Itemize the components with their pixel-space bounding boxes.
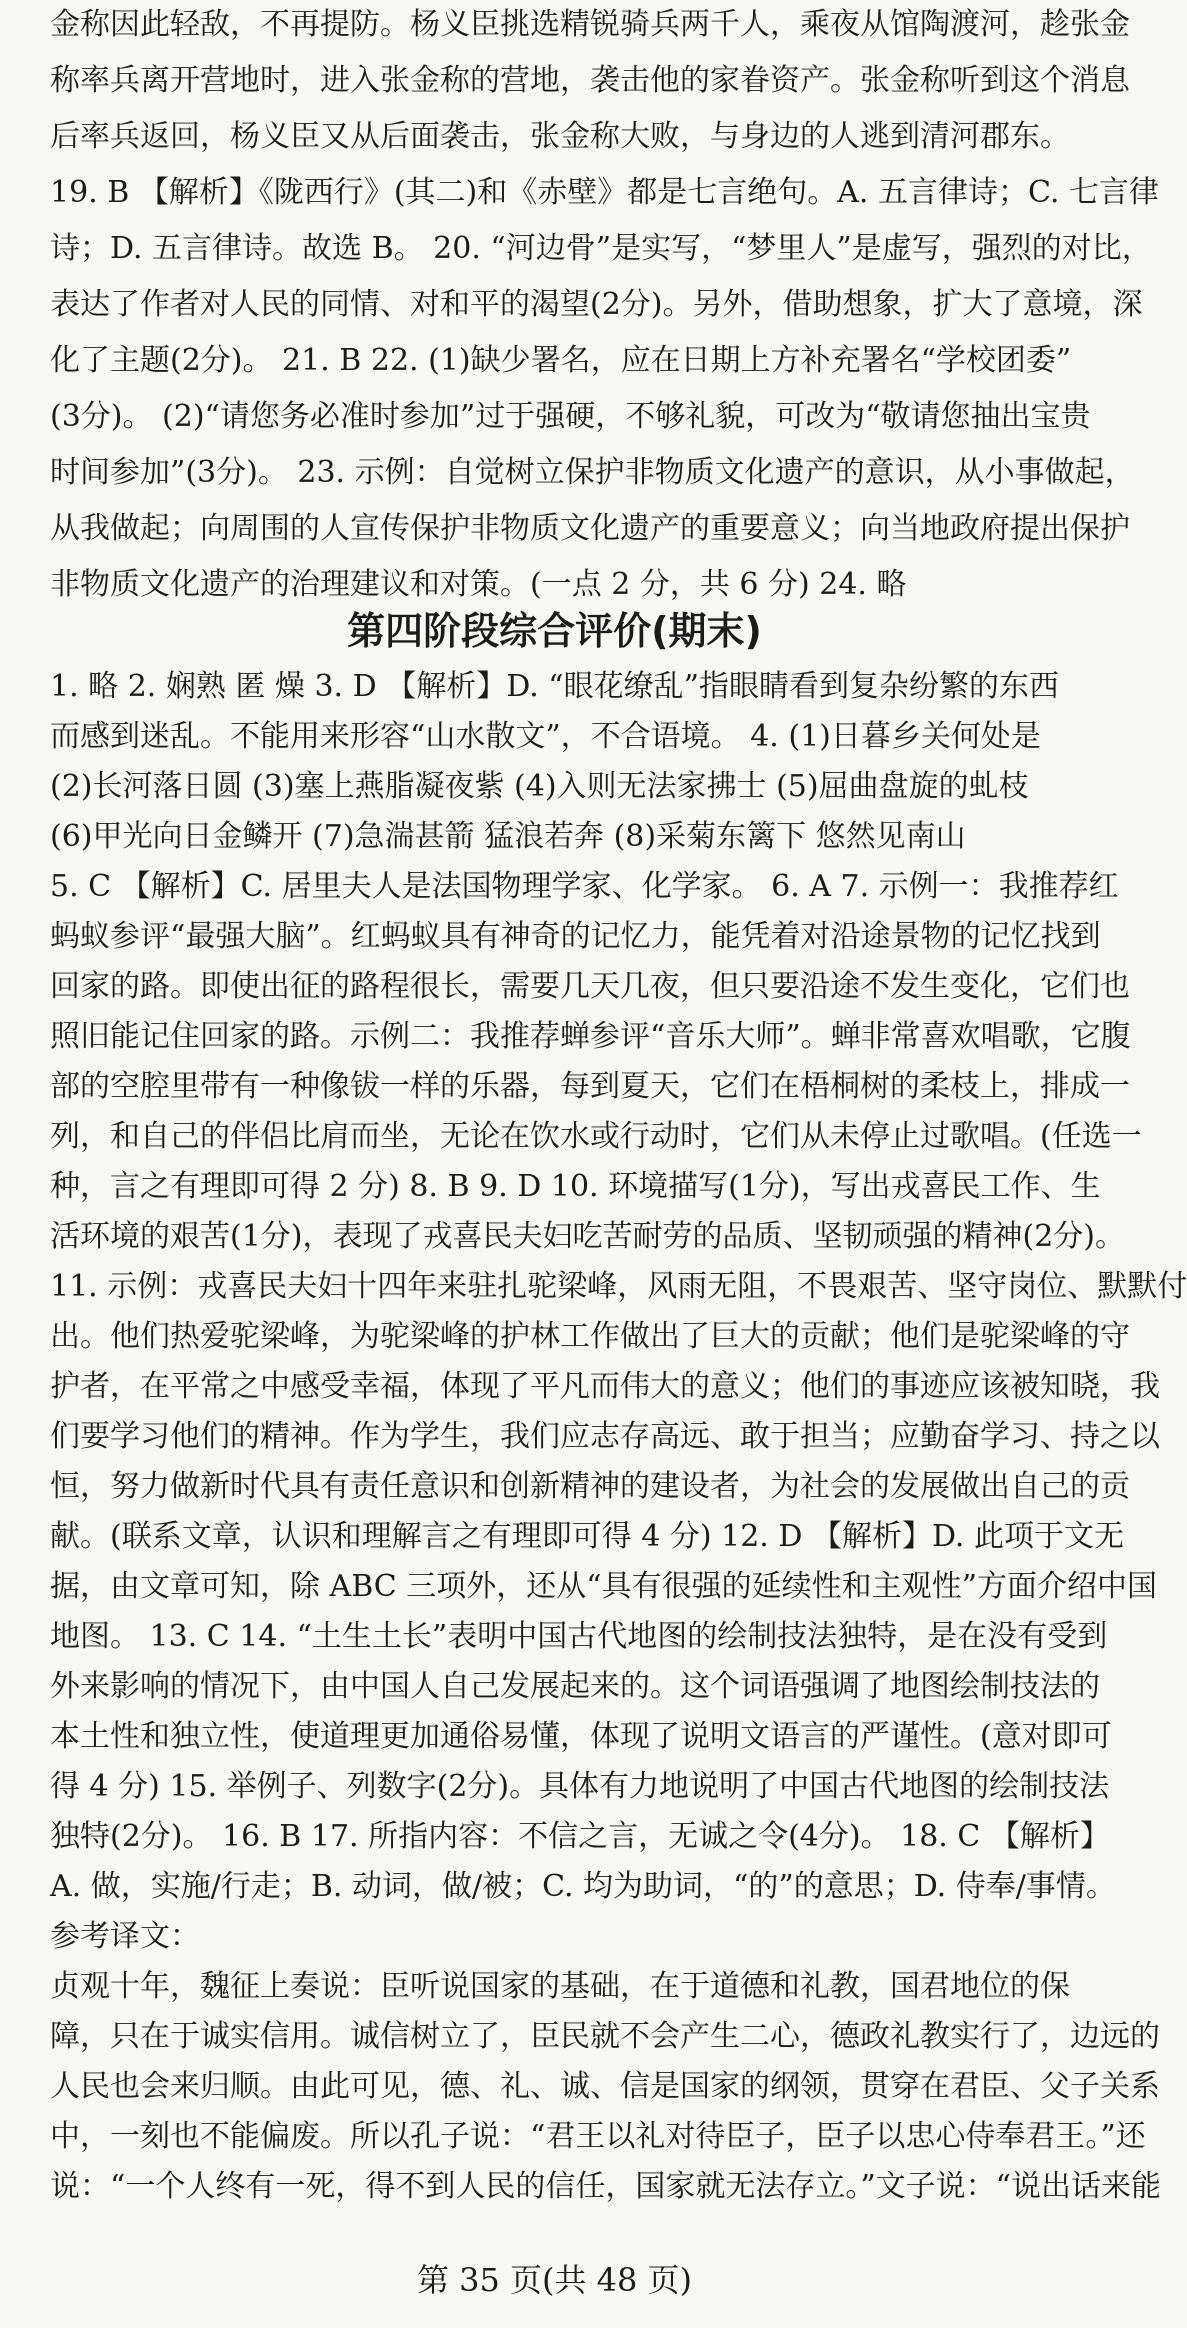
text-line: A. 做，实施/行走；B. 动词，做/被；C. 均为助词，“的”的意思；D. 侍奉/事情。 (50, 1869, 1116, 1904)
text-line: (2)长河落日圆 (3)塞上燕脂凝夜紫 (4)入则无法家拂士 (5)屈曲盘旋的虬枝 (50, 769, 1029, 804)
text-line: 地图。 13. C 14. “土生土长”表明中国古代地图的绘制技法独特，是在没有受到 (50, 1619, 1108, 1654)
text-line: 金称因此轻敌，不再提防。杨义臣挑选精锐骑兵两千人，乘夜从馆陶渡河，趁张金 (50, 7, 1130, 42)
text-line: 参考译文： (50, 1919, 200, 1954)
text-line: 表达了作者对人民的同情、对和平的渴望(2分)。另外，借助想象，扩大了意境，深 (50, 287, 1143, 322)
text-line: 得 4 分) 15. 举例子、列数字(2分)。具体有力地说明了中国古代地图的绘制技法 (50, 1769, 1110, 1804)
text-line: 部的空腔里带有一种像钹一样的乐器，每到夏天，它们在梧桐树的柔枝上，排成一 (50, 1069, 1130, 1104)
text-line: 照旧能记住回家的路。示例二：我推荐蝉参评“音乐大师”。蝉非常喜欢唱歌，它腹 (50, 1019, 1131, 1054)
text-line: 贞观十年，魏征上奏说：臣听说国家的基础，在于道德和礼教，国君地位的保 (50, 1969, 1070, 2004)
text-line: 们要学习他们的精神。作为学生，我们应志存高远、敢于担当；应勤奋学习、持之以 (50, 1419, 1160, 1454)
text-line: 出。他们热爱驼梁峰，为驼梁峰的护林工作做出了巨大的贡献；他们是驼梁峰的守 (50, 1319, 1130, 1354)
text-line: 说：“一个人终有一死，得不到人民的信任，国家就无法存立。”文子说：“说出话来能 (50, 2169, 1162, 2204)
text-line: 种，言之有理即可得 2 分) 8. B 9. D 10. 环境描写(1分)，写出戎喜民工作、生 (50, 1169, 1101, 1204)
text-line: 列，和自己的伴侣比肩而坐，无论在饮水或行动时，它们从未停止过歌唱。(任选一 (50, 1119, 1142, 1154)
text-line: 19. B 【解析】《陇西行》(其二)和《赤壁》都是七言绝句。A. 五言律诗；C. 七言律 (50, 175, 1159, 210)
text-line: 时间参加”(3分)。 23. 示例：自觉树立保护非物质文化遗产的意识，从小事做起， (50, 455, 1135, 490)
text-line: 11. 示例：戎喜民夫妇十四年来驻扎驼梁峰，风雨无阻，不畏艰苦、坚守岗位、默默付 (50, 1269, 1187, 1304)
text-line: 诗；D. 五言律诗。故选 B。 20. “河边骨”是实写，“梦里人”是虚写，强烈的对比， (50, 231, 1152, 266)
text-line: (3分)。 (2)“请您务必准时参加”过于强硬，不够礼貌，可改为“敬请您抽出宝贵 (50, 399, 1091, 434)
text-line: 非物质文化遗产的治理建议和对策。(一点 2 分，共 6 分) 24. 略 (50, 567, 907, 602)
text-line: 人民也会来归顺。由此可见，德、礼、诚、信是国家的纲领，贯穿在君臣、父子关系 (50, 2069, 1160, 2104)
text-line: 活环境的艰苦(1分)，表现了戎喜民夫妇吃苦耐劳的品质、坚韧顽强的精神(2分)。 (50, 1219, 1125, 1254)
text-line: 恒，努力做新时代具有责任意识和创新精神的建设者，为社会的发展做出自己的贡 (50, 1469, 1130, 1504)
text-line: 献。(联系文章，认识和理解言之有理即可得 4 分) 12. D 【解析】D. 此项于文无 (50, 1519, 1124, 1554)
text-line: 本土性和独立性，使道理更加通俗易懂，体现了说明文语言的严谨性。(意对即可 (50, 1719, 1112, 1754)
text-line: 5. C 【解析】C. 居里夫人是法国物理学家、化学家。 6. A 7. 示例一：我推荐红 (50, 869, 1119, 904)
text-line: 回家的路。即使出征的路程很长，需要几天几夜，但只要沿途不发生变化，它们也 (50, 969, 1130, 1004)
text-line: 中，一刻也不能偏废。所以孔子说：“君王以礼对待臣子，臣子以忠心侍奉君王。”还 (50, 2119, 1146, 2154)
text-line: 外来影响的情况下，由中国人自己发展起来的。这个词语强调了地图绘制技法的 (50, 1669, 1100, 1704)
text-line: 据，由文章可知，除 ABC 三项外，还从“具有很强的延续性和主观性”方面介绍中国 (50, 1569, 1157, 1604)
text-line: 后率兵返回，杨义臣又从后面袭击，张金称大败，与身边的人逃到清河郡东。 (50, 119, 1070, 154)
text-line: 蚂蚁参评“最强大脑”。红蚂蚁具有神奇的记忆力，能凭着对沿途景物的记忆找到 (50, 919, 1101, 954)
text-line: 障，只在于诚实信用。诚信树立了，臣民就不会产生二心，德政礼教实行了，边远的 (50, 2019, 1160, 2054)
text-line: 化了主题(2分)。 21. B 22. (1)缺少署名，应在日期上方补充署名“学校团委” (50, 343, 1072, 378)
text-line: 独特(2分)。 16. B 17. 所指内容：不信之言，无诚之令(4分)。 18. C 【解析】 (50, 1819, 1110, 1854)
page-number: 第 35 页(共 48 页) (416, 2261, 693, 2299)
text-line: 1. 略 2. 娴熟 匿 燥 3. D 【解析】D. “眼花缭乱”指眼睛看到复杂纷繁的东西 (50, 669, 1059, 704)
text-line: (6)甲光向日金鳞开 (7)急湍甚箭 猛浪若奔 (8)采菊东篱下 悠然见南山 (50, 819, 966, 854)
text-line: 从我做起；向周围的人宣传保护非物质文化遗产的重要意义；向当地政府提出保护 (50, 511, 1130, 546)
text-line: 称率兵离开营地时，进入张金称的营地，袭击他的家眷资产。张金称听到这个消息 (50, 63, 1130, 98)
section-title: 第四阶段综合评价(期末) (347, 609, 762, 653)
text-line: 而感到迷乱。不能用来形容“山水散文”，不合语境。 4. (1)日暮乡关何处是 (50, 719, 1041, 754)
text-line: 护者，在平常之中感受幸福，体现了平凡而伟大的意义；他们的事迹应该被知晓，我 (50, 1369, 1160, 1404)
